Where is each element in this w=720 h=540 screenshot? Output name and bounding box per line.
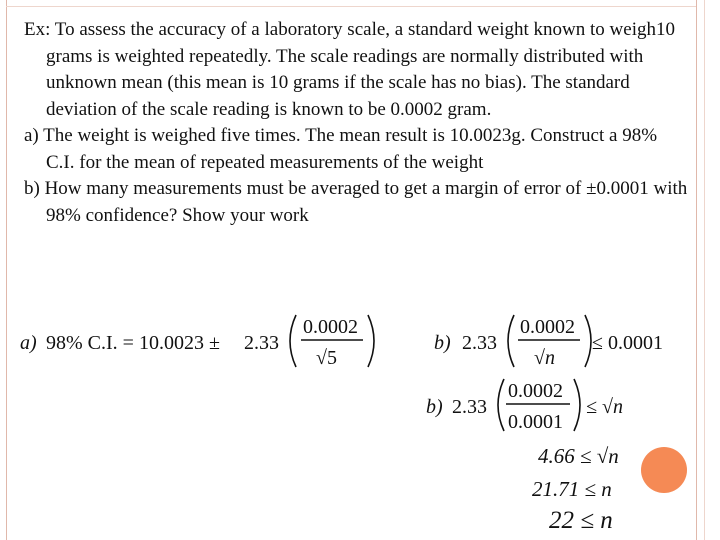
solution-b2-numerator: 0.0002: [508, 380, 563, 402]
solution-b1-right-paren: [585, 315, 591, 367]
solution-a-z: 2.33: [244, 332, 279, 354]
problem-intro: Ex: To assess the accuracy of a laboratory scale, a standard weight known to weigh10 grams is weighted repeatedly. The scale readings are normally distributed with unknown mean (this mean is 10 grams if the scale has no bias). The standard deviation of the scale reading is known to be 0.0002 gram.: [24, 19, 675, 120]
problem-part-a: a) The weight is weighed five times. The mean result is 10.0023g. Construct a 98% C.I. for the mean of repeated measurements of the weight: [24, 125, 658, 173]
frame-right-line-outer: [704, 0, 705, 540]
solution-a-label: a): [20, 332, 37, 354]
solution-a-formula: [18, 311, 398, 371]
solution-b2-rhs: ≤ √n: [586, 396, 623, 418]
solution-step-1: 4.66 ≤ √n: [538, 444, 619, 468]
solution-b2-denominator: 0.0001: [508, 411, 563, 433]
frame-top-line: [6, 6, 696, 7]
solution-b1-numerator: 0.0002: [520, 316, 575, 338]
solution-a-lhs: 98% C.I. = 10.0023 ±: [46, 332, 220, 354]
solution-b1-z: 2.33: [462, 332, 497, 354]
solution-a-right-paren: [368, 315, 374, 367]
problem-text: [24, 17, 688, 229]
solution-a-left-paren: [290, 315, 296, 367]
solution-step-2: 21.71 ≤ n: [532, 477, 612, 501]
solution-b2-left-paren: [498, 379, 504, 431]
decorative-orange-circle: [641, 447, 687, 493]
solution-b1-label: b): [434, 332, 451, 354]
solution-b1-left-paren: [508, 315, 514, 367]
solution-b2-right-paren: [574, 379, 580, 431]
solution-b1-denominator: √n: [534, 347, 555, 369]
solution-a-denominator: √5: [316, 347, 337, 369]
problem-part-b: b) How many measurements must be averaged to get a margin of error of ±0.0001 with 98% confidence? Show your work: [24, 178, 688, 226]
solution-step-3: 22 ≤ n: [549, 507, 613, 534]
solution-b2-label: b): [426, 396, 443, 418]
solution-a-numerator: 0.0002: [303, 316, 358, 338]
solution-b-inequality-2: [424, 375, 664, 435]
frame-left-line: [6, 0, 7, 540]
solution-b1-rhs: ≤ 0.0001: [592, 332, 663, 354]
solution-b2-z: 2.33: [452, 396, 487, 418]
solution-b-inequality-1: [432, 311, 682, 371]
frame-right-line: [696, 0, 697, 540]
